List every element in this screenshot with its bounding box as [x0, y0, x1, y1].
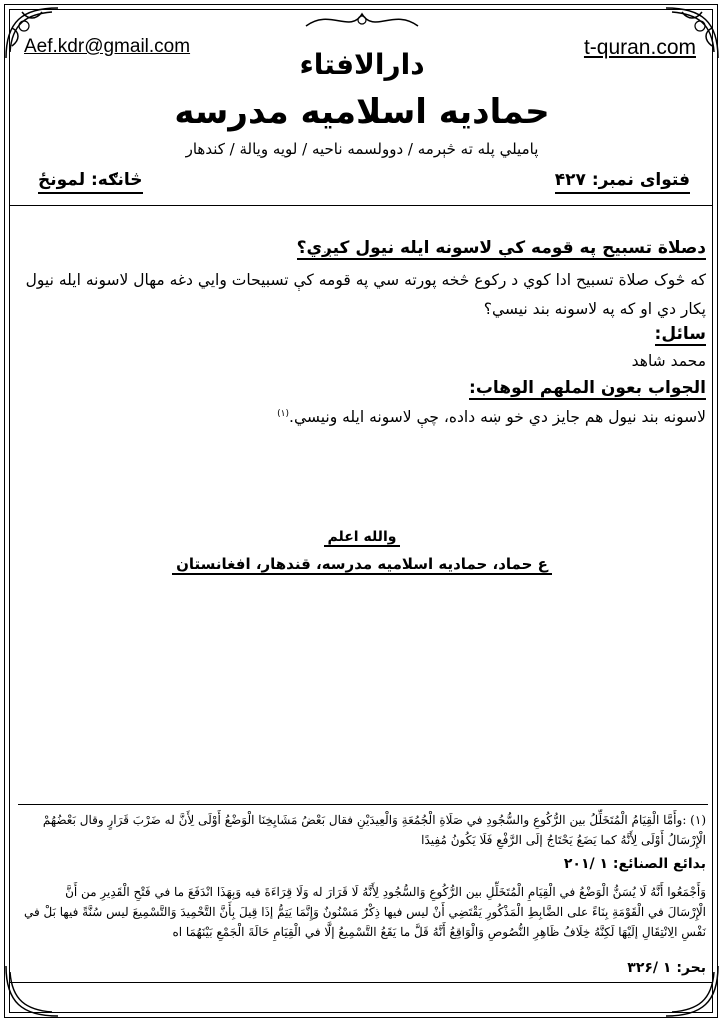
question-body	[18, 266, 706, 324]
dar-ul-ifta-heading: دارالافتاء	[299, 48, 425, 81]
footnote-2-line-3: نَفْسِ الِانْتِقَالِ إلَيْهَا لَكِنَّهُ خِلَافُ ظَاهِرِ النُّصُوصِ وَالْوَاقِعُ أَنَّهُ قَلَّ ما يَقَعُ التَّسْمِيعُ إلَّا في الْقِيَامِ حَالَةَ الْجَمْعِ بَيْنَهُمَا اه	[172, 925, 706, 939]
corner-ornament-bottom-left	[2, 962, 92, 1022]
website-url[interactable]: t-quran.com	[583, 36, 696, 59]
answer-label: الجواب بعون الملهم الوهاب:	[469, 378, 706, 398]
footnote-divider	[18, 804, 708, 805]
footnote-marker[interactable]: (۱)	[277, 408, 290, 419]
fatwa-category: څانګه: لمونځ	[38, 170, 143, 194]
madrasa-address: پاميلي پله ته څېرمه / دوولسمه ناحيه / لويه ويالة / کندهار	[185, 140, 539, 158]
signature-mufti: ع حماد، حمادیه اسلامیه مدرسه، قندهار، افغانستان	[172, 555, 552, 575]
answer-body: لاسونه بند نيول هم جايز دي خو ښه داده، چې لاسونه ايله ونيسي.	[289, 408, 706, 426]
corner-ornament-bottom-right	[632, 962, 722, 1022]
email-address[interactable]: Aef.kdr@gmail.com	[24, 36, 191, 57]
footnote-1	[18, 810, 706, 850]
question-line-1: که څوک صلاة تسبيح ادا کوي د رکوع څخه پورته سي په قومه کې تسبيحات وايي دغه مهال لاسونه ايله نيول	[25, 271, 706, 289]
header-divider	[9, 205, 713, 206]
signature-block	[0, 526, 724, 575]
footnote-1-line-2: الْإِرْسَالُ أَوْلَى لِأَنَّهُ كما يَضَعُ يَحْتَاجُ إلَى الرَّفْعِ فَلَا يَكُونُ مُفِيدًا	[421, 833, 706, 847]
asker-name: محمد شاهد	[631, 352, 706, 370]
question-line-2: پکار دي او که په لاسونه بند نيسي؟	[483, 300, 706, 318]
footnote-2	[18, 882, 706, 942]
question-title: دصلاة تسبيح په قومه کې لاسونه ايله نيول کيږي؟	[296, 238, 706, 258]
madrasa-name-heading: حمادیه اسلامیه مدرسه	[174, 92, 550, 132]
answer-text	[277, 408, 706, 426]
footnote-1-line-1: (۱) :وأَمَّا الْقِيَامُ الْمُتَخَلِّلُ بين الرُّكُوعِ والسُّجُودِ في صَلَاةِ الْجُمُعَةِ وَالْعِيدَيْنِ فقال بَعْضُ مَشَايِخِنَا الْوَضْعُ أَوْلَى لِأَنَّ له ضَرْبَ قَرَارٍ وقال بَعْضُهُمْ	[42, 813, 706, 827]
footnote-1-reference: بدائع الصنائع: ۱ /۲۰۱	[563, 856, 706, 872]
top-center-ornament	[300, 6, 424, 36]
footnote-2-line-2: الْإِرْسَالَ في الْقَوْمَةِ بِنَاءً على الضَّابِطِ الْمَذْكُورِ يَقْتَضِي أَنْ ليس فيها ذِكْرٌ مَسْنُونٌ وَإِنَّمَا يَتِمُّ إذَا قِيلَ بِأَنَّ التَّحْمِيدَ وَالتَّسْمِيعَ ليس سُنَّةً فيها بَلْ في	[23, 905, 706, 919]
footnote-2-line-1: وَأَجْمَعُوا أَنَّهُ لَا يُسَنُّ الْوَضْعُ في الْقِيَامِ الْمُتَخَلِّلِ بين الرُّكُوعِ وَالسُّجُودِ لِأَنَّهُ لَا قَرَارَ له وَلَا قِرَاءَةَ فيه وَبِهَذَا انْدَفَعَ ما في فَتْحِ الْقَدِيرِ من أَنَّ	[65, 885, 706, 899]
footnote-2-reference: بحر: ۱ /۳۲۶	[627, 960, 706, 976]
fatwa-number: فتوای نمبر: ۴۲۷	[555, 170, 690, 194]
footer-divider	[9, 982, 713, 983]
asker-label: سائل:	[654, 324, 706, 344]
signature-wallahu-alam: والله اعلم	[324, 529, 401, 547]
